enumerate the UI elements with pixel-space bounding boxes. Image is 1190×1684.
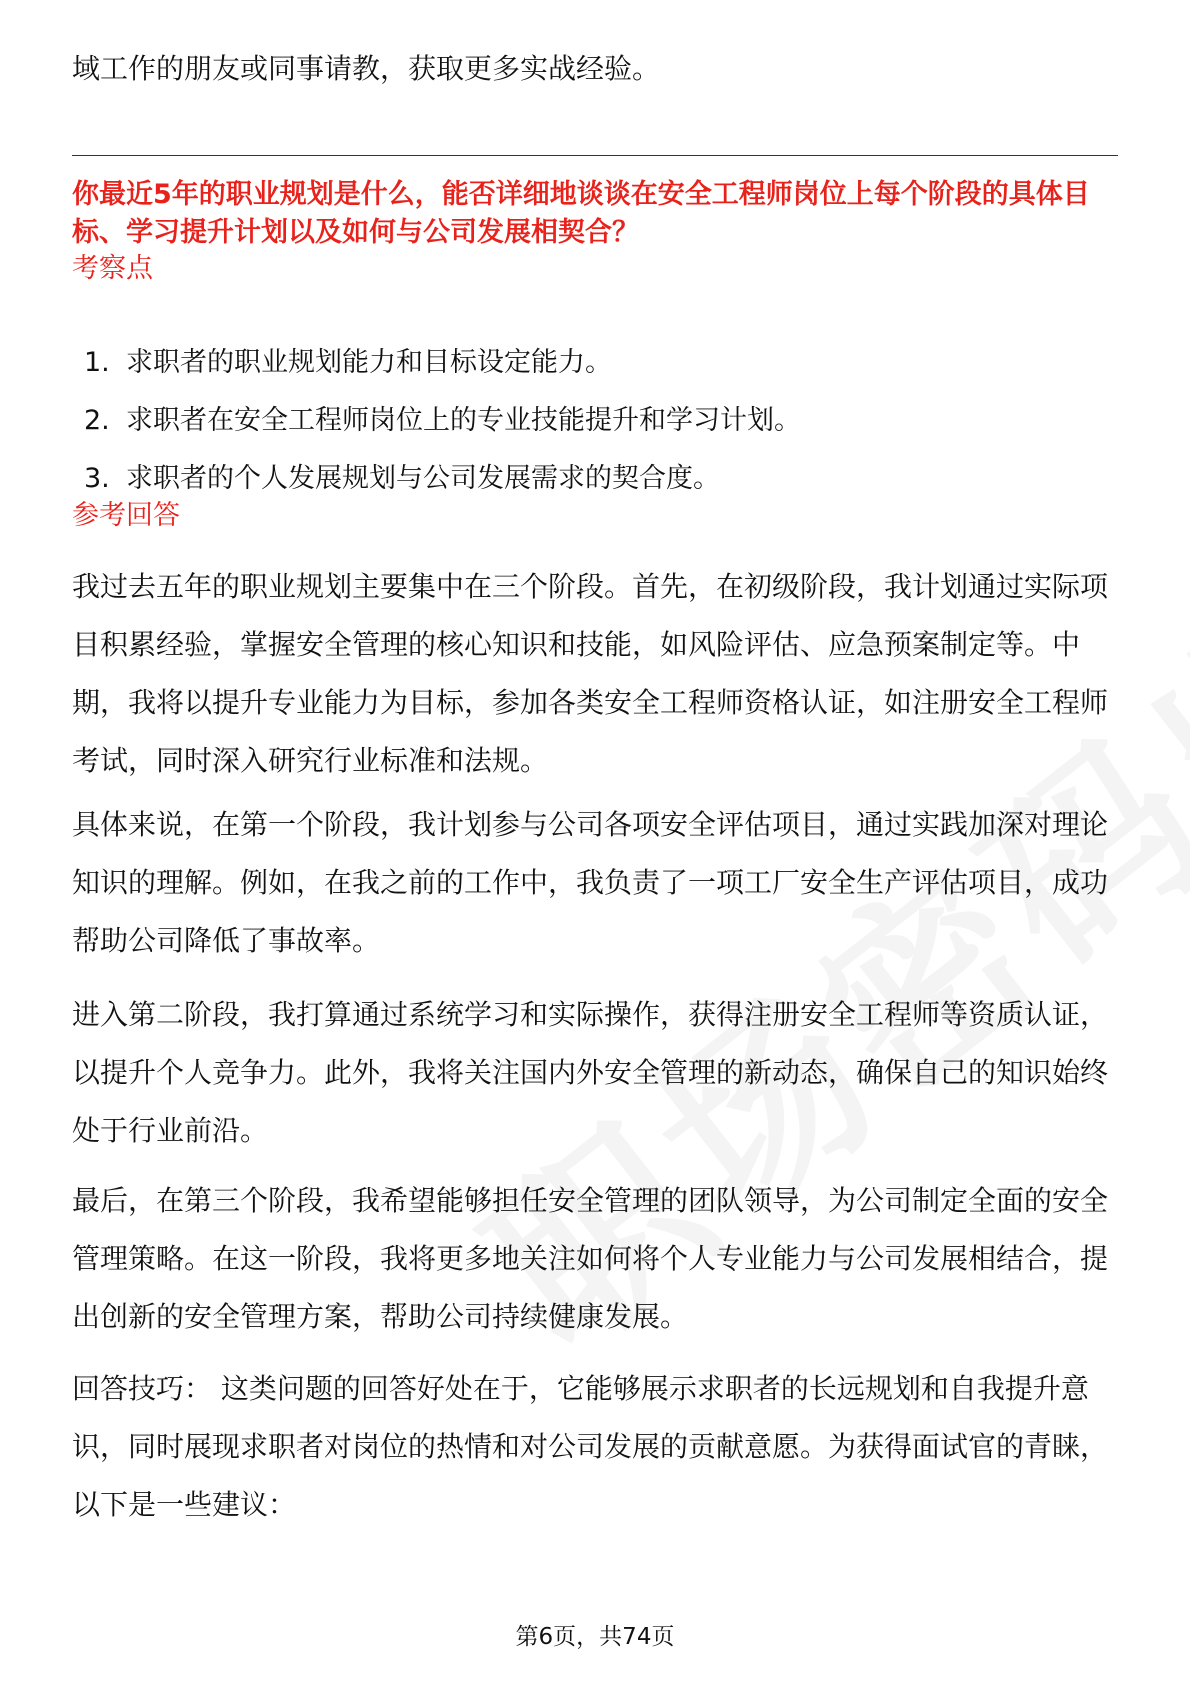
list-number: 1. bbox=[84, 347, 110, 378]
answer-paragraph: 具体来说，在第一个阶段，我计划参与公司各项安全评估项目，通过实践加深对理论知识的理解。例如，在我之前的工作中，我负责了一项工厂安全生产评估项目，成功帮助公司降低了事故率。 bbox=[72, 808, 1109, 957]
list-number: 3. bbox=[84, 463, 110, 494]
list-item bbox=[84, 392, 801, 450]
answer-paragraph: 我过去五年的职业规划主要集中在三个阶段。首先，在初级阶段，我计划通过实际项目积累经验，掌握安全管理的核心知识和技能，如风险评估、应急预案制定等。中期，我将以提升专业能力为目标，参加各类安全工程师资格认证，如注册安全工程师考试，同时深入研究行业标准和法规。 bbox=[72, 570, 1109, 777]
answer-paragraph: 最后，在第三个阶段，我希望能够担任安全管理的团队领导，为公司制定全面的安全管理策略。在这一阶段，我将更多地关注如何将个人专业能力与公司发展相结合，提出创新的安全管理方案，帮助公司持续健康发展。 bbox=[72, 1184, 1109, 1333]
list-number: 2. bbox=[84, 405, 110, 436]
list-item bbox=[84, 334, 801, 392]
page-number: 第6页，共74页 bbox=[515, 1624, 675, 1650]
answer-paragraph: 进入第二阶段，我打算通过系统学习和实际操作，获得注册安全工程师等资质认证，以提升个人竞争力。此外，我将关注国内外安全管理的新动态，确保自己的知识始终处于行业前沿。 bbox=[72, 998, 1109, 1147]
section-title-answer: 参考回答 bbox=[72, 500, 180, 531]
list-text: 求职者的个人发展规划与公司发展需求的契合度。 bbox=[126, 463, 720, 494]
tips-paragraph: 回答技巧： 这类问题的回答好处在于，它能够展示求职者的长远规划和自我提升意识，同时展现求职者对岗位的热情和对公司发展的贡献意愿。为获得面试官的青睐，以下是一些建议： bbox=[72, 1372, 1109, 1521]
question-heading: 你最近5年的职业规划是什么，能否详细地谈谈在安全工程师岗位上每个阶段的具体目标、学习提升计划以及如何与公司发展相契合？ bbox=[72, 179, 1090, 248]
list-item bbox=[84, 450, 801, 508]
list-text: 求职者的职业规划能力和目标设定能力。 bbox=[126, 347, 612, 378]
section-title-points: 考察点 bbox=[72, 253, 153, 284]
points-list bbox=[84, 334, 801, 508]
continued-text: 域工作的朋友或同事请教，获取更多实战经验。 bbox=[72, 52, 661, 85]
divider bbox=[72, 155, 1118, 156]
list-text: 求职者在安全工程师岗位上的专业技能提升和学习计划。 bbox=[126, 405, 801, 436]
